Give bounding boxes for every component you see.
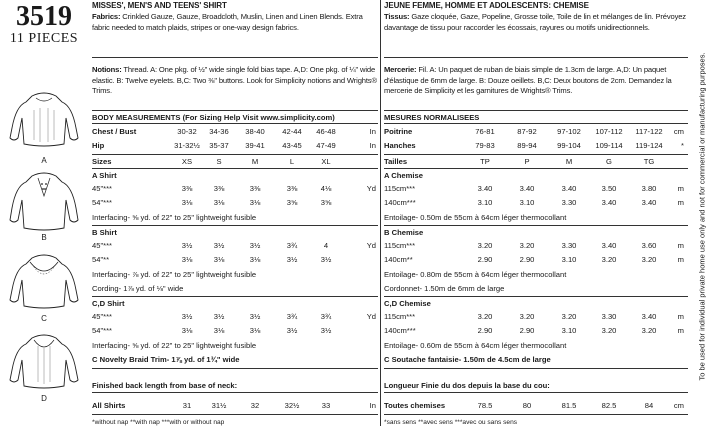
en-all-shirts-row: All Shirts 31 31½ 32 32½ 33 In xyxy=(92,401,376,410)
column-divider xyxy=(380,0,381,426)
en-b-cording: Cording- 1⅞ yd. of ⅛" wide xyxy=(92,284,184,293)
divider xyxy=(384,414,688,415)
en-chest-row: Chest / Bust 30-32 34-36 38-40 42-44 46-48 In xyxy=(92,127,376,136)
fr-cd-title: C,D Chemise xyxy=(384,299,431,308)
fr-title: JEUNE FEMME, HOMME ET ADOLESCENTS: CHEMISE xyxy=(384,1,589,10)
divider xyxy=(92,296,378,297)
fr-poitrine-row: Poitrine 76-81 87-92 97-102 107-112 117-122 cm xyxy=(384,127,684,136)
en-b-interfacing: Interfacing- ⅞ yd. of 22" to 25" lightweight fusible xyxy=(92,270,257,279)
pattern-number: 3519 xyxy=(16,1,72,32)
fr-tissus: Tissus: Gaze cloquée, Gaze, Popeline, Grosse toile, Toile de lin et mélanges de lin. Prévoyez davantage de tissu pour raccorder les écossais, rayures ou motifs unidirectionnels. xyxy=(384,12,686,32)
en-notions: Notions: Thread. A: One pkg. of ½" wide single fold bias tape. A,D: One pkg. of ¼" wide elastic. B: Twelve eyelets. B,C: Two ⅜" buttons. Look for Simplicity notions and Wrights® Trims. xyxy=(92,65,377,96)
fr-a-entoilage: Entoilage- 0.50m de 55cm à 64cm léger thermocollant xyxy=(384,213,567,222)
divider xyxy=(92,110,378,111)
fr-cd-115-row: 115cm*** 3.20 3.20 3.20 3.30 3.40 m xyxy=(384,312,684,321)
pattern-envelope-back xyxy=(90,0,690,440)
divider xyxy=(384,110,688,111)
view-b-label: B xyxy=(41,233,47,242)
en-b-title: B Shirt xyxy=(92,228,117,237)
en-finished-title: Finished back length from base of neck: xyxy=(92,381,238,390)
en-footnote: *without nap **with nap ***with or without nap xyxy=(92,419,225,426)
fr-c-soutache: C Soutache fantaisie- 1.50m de 4.5cm de large xyxy=(384,355,551,364)
divider xyxy=(92,154,378,155)
fr-measurements-title: MESURES NORMALISEES xyxy=(384,113,480,122)
divider xyxy=(384,168,688,169)
en-measurements-title: BODY MEASUREMENTS (For Sizing Help Visit www.simplicity.com) xyxy=(92,113,335,122)
english-section xyxy=(92,0,378,440)
fr-b-140-row: 140cm** 2.90 2.90 3.10 3.20 3.20 m xyxy=(384,255,684,264)
view-c-label: C xyxy=(41,314,47,323)
en-sizes-row: Sizes XS S M L XL xyxy=(92,157,331,166)
divider xyxy=(92,123,378,124)
en-cd-54-row: 54"*** 3⅛ 3⅛ 3⅛ 3½ 3½ xyxy=(92,326,332,335)
divider xyxy=(92,414,378,415)
left-column xyxy=(0,0,88,440)
en-b-45-row: 45"*** 3½ 3½ 3½ 3¾ 4 Yd xyxy=(92,241,376,250)
view-d-illustration xyxy=(8,330,80,392)
divider xyxy=(92,168,378,169)
view-a-illustration xyxy=(8,88,80,150)
divider xyxy=(384,368,688,369)
fr-a-115-row: 115cm*** 3.40 3.40 3.40 3.50 3.80 m xyxy=(384,184,684,193)
divider xyxy=(384,57,688,58)
fr-a-140-row: 140cm*** 3.10 3.10 3.30 3.40 3.40 m xyxy=(384,198,684,207)
divider xyxy=(92,57,378,58)
fr-b-115-row: 115cm*** 3.20 3.20 3.30 3.40 3.60 m xyxy=(384,241,684,250)
divider xyxy=(384,392,688,393)
divider xyxy=(384,225,688,226)
en-title: MISSES', MEN'S AND TEENS' SHIRT xyxy=(92,1,227,10)
fr-all-row: Toutes chemises 78.5 80 81.5 82.5 84 cm xyxy=(384,401,684,410)
fr-b-cordonnet: Cordonnet- 1.50m de 6mm de large xyxy=(384,284,505,293)
fr-footnote: *sans sens **avec sens ***avec ou sans sens xyxy=(384,419,518,426)
en-a-title: A Shirt xyxy=(92,171,117,180)
pieces-count: 11 PIECES xyxy=(9,31,79,46)
fr-b-title: B Chemise xyxy=(384,228,424,237)
en-cd-title: C,D Shirt xyxy=(92,299,125,308)
en-b-54-row: 54"** 3⅛ 3⅛ 3⅛ 3½ 3½ xyxy=(92,255,332,264)
en-a-interfacing: Interfacing- ⅝ yd. of 22" to 25" lightweight fusible xyxy=(92,213,257,222)
fr-finished-title: Longueur Finie du dos depuis la base du cou: xyxy=(384,381,550,390)
fr-cd-entoilage: Entoilage- 0.60m de 55cm à 64cm léger thermocollant xyxy=(384,341,567,350)
french-section xyxy=(384,0,688,440)
fr-b-entoilage: Entoilage- 0.80m de 55cm à 64cm léger thermocollant xyxy=(384,270,567,279)
fr-tailles-row: Tailles TP P M G TG xyxy=(384,157,655,166)
divider xyxy=(92,368,378,369)
en-cd-interfacing: Interfacing- ⅝ yd. of 22" to 25" lightweight fusible xyxy=(92,341,257,350)
fr-hanches-row: Hanches 79-83 89-94 99-104 109-114 119-124 * xyxy=(384,141,684,150)
usage-disclaimer: To be used for individual private home use only and not for commercial or manufacturing purposes. xyxy=(697,52,707,381)
en-a-54-row: 54"*** 3⅛ 3⅛ 3⅛ 3⅝ 3⅝ xyxy=(92,198,332,207)
view-b-illustration xyxy=(8,170,80,232)
en-fabrics: Fabrics: Crinkled Gauze, Gauze, Broadcloth, Muslin, Linen and Linen Blends. Extra fabric needed to match plaids, stripes or one-way design fabrics. xyxy=(92,12,363,32)
fr-cd-140-row: 140cm*** 2.90 2.90 3.10 3.20 3.20 m xyxy=(384,326,684,335)
divider xyxy=(384,296,688,297)
view-d-label: D xyxy=(41,394,47,403)
fr-mercerie: Mercerie: Fil. A: Un paquet de ruban de biais simple de 1.3cm de large. A,D: Un paquet d'élastique de 6mm de large. B: Douze oeillets. B,C: Deux boutons de 2cm. Demandez la mercerie de Simplicity et les garnitures de Wrights® Trims. xyxy=(384,65,672,96)
en-hip-row: Hip 31-32½ 35-37 39-41 43-45 47-49 In xyxy=(92,141,376,150)
divider xyxy=(92,225,378,226)
en-a-45-row: 45"*** 3⅜ 3⅜ 3⅜ 3⅜ 4⅛ Yd xyxy=(92,184,376,193)
en-c-braid: C Novelty Braid Trim- 1⅞ yd. of 1¾" wide xyxy=(92,355,240,364)
divider xyxy=(384,123,688,124)
view-a-label: A xyxy=(41,156,47,165)
divider xyxy=(384,154,688,155)
fr-a-title: A Chemise xyxy=(384,171,423,180)
en-cd-45-row: 45"*** 3½ 3½ 3½ 3¾ 3¾ Yd xyxy=(92,312,376,321)
divider xyxy=(92,392,378,393)
view-c-illustration xyxy=(8,250,80,312)
